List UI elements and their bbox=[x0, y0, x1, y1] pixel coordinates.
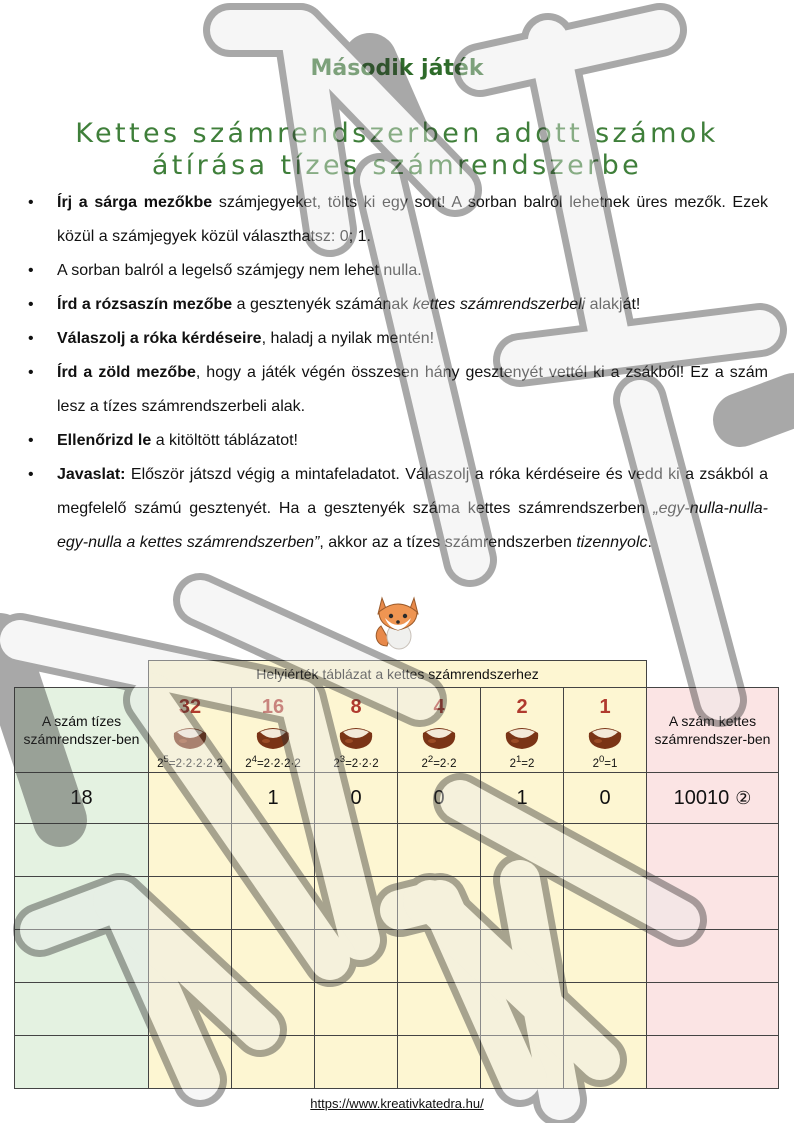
page-subtitle: Kettes számrendszerben adott számok átírása tízes számrendszerbe bbox=[75, 118, 719, 181]
instruction-list bbox=[28, 186, 768, 560]
place-value-header: 32 $2^5=2\cdot 2\cdot 2\cdot 2\cdot 2$ bbox=[149, 688, 232, 773]
place-value-table bbox=[14, 660, 779, 1089]
binary-digit-cell: 0 bbox=[564, 773, 647, 824]
place-value-header: 2 $2^1=2$ bbox=[481, 688, 564, 773]
instruction-item: • Javaslat: Először játszd végig a mintafeladatot. Válaszolj a róka kérdéseire és vedd ki a zsákból a megfelelő számú gesztenyét. Ha a gesztenyék száma kettes számrendszerben „egy-nulla-nulla-egy-nulla a kettes számrendszerben”, akkor az a tízes számrendszerben tizennyolc. bbox=[28, 458, 768, 560]
decimal-value: 18 bbox=[15, 773, 149, 824]
instruction-item: • Írd a rózsaszín mezőbe a gesztenyék számának kettes számrendszerbeli alakját! bbox=[28, 288, 768, 322]
place-value-header: 1 $2^0=1$ bbox=[564, 688, 647, 773]
table-header-title: Helyiérték táblázat a kettes számrendszerhez bbox=[149, 661, 647, 688]
instruction-item: • Írj a sárga mezőkbe számjegyeket, tölts ki egy sort! A sorban balról lehetnek üres mezők. Ezek közül a számjegyek közül választhatsz: 0; 1. bbox=[28, 186, 768, 254]
place-value-header: 16 $2^4=2\cdot 2\cdot 2\cdot 2$ bbox=[232, 688, 315, 773]
empty-answer-row bbox=[15, 877, 779, 930]
chestnut-icon bbox=[254, 722, 292, 750]
binary-value: 10010 ② bbox=[647, 773, 779, 824]
binary-digit-cell: 0 bbox=[398, 773, 481, 824]
footer-link[interactable]: https://www.kreativkatedra.hu/ bbox=[310, 1096, 484, 1111]
empty-answer-row bbox=[15, 930, 779, 983]
binary-column-header: A szám kettes számrendszer-ben bbox=[647, 688, 779, 773]
empty-answer-row bbox=[15, 983, 779, 1036]
place-value-header: 8 $2^3=2\cdot 2\cdot 2$ bbox=[315, 688, 398, 773]
chestnut-icon bbox=[171, 722, 209, 750]
chestnut-icon bbox=[503, 722, 541, 750]
instruction-item: • A sorban balról a legelső számjegy nem lehet nulla. bbox=[28, 254, 768, 288]
binary-digit-cell: 1 bbox=[232, 773, 315, 824]
example-row bbox=[15, 773, 779, 824]
instruction-item: • Írd a zöld mezőbe, hogy a játék végén összesen hány gesztenyét vettél ki a zsákból! Ez a szám lesz a tízes számrendszerbeli alak. bbox=[28, 356, 768, 424]
chestnut-icon bbox=[586, 722, 624, 750]
fox-icon bbox=[373, 592, 423, 650]
page-title: Második játék bbox=[310, 56, 484, 81]
chestnut-icon bbox=[337, 722, 375, 750]
chestnut-icon bbox=[420, 722, 458, 750]
binary-digit-cell: 1 bbox=[481, 773, 564, 824]
binary-digit-cell: 0 bbox=[315, 773, 398, 824]
instruction-item: • Válaszolj a róka kérdéseire, haladj a nyilak mentén! bbox=[28, 322, 768, 356]
decimal-column-header: A szám tízes számrendszer-ben bbox=[15, 688, 149, 773]
empty-answer-row bbox=[15, 824, 779, 877]
place-value-header: 4 $2^2=2\cdot 2$ bbox=[398, 688, 481, 773]
instruction-item: • Ellenőrizd le a kitöltött táblázatot! bbox=[28, 424, 768, 458]
binary-digit-cell bbox=[149, 773, 232, 824]
empty-answer-row bbox=[15, 1036, 779, 1089]
